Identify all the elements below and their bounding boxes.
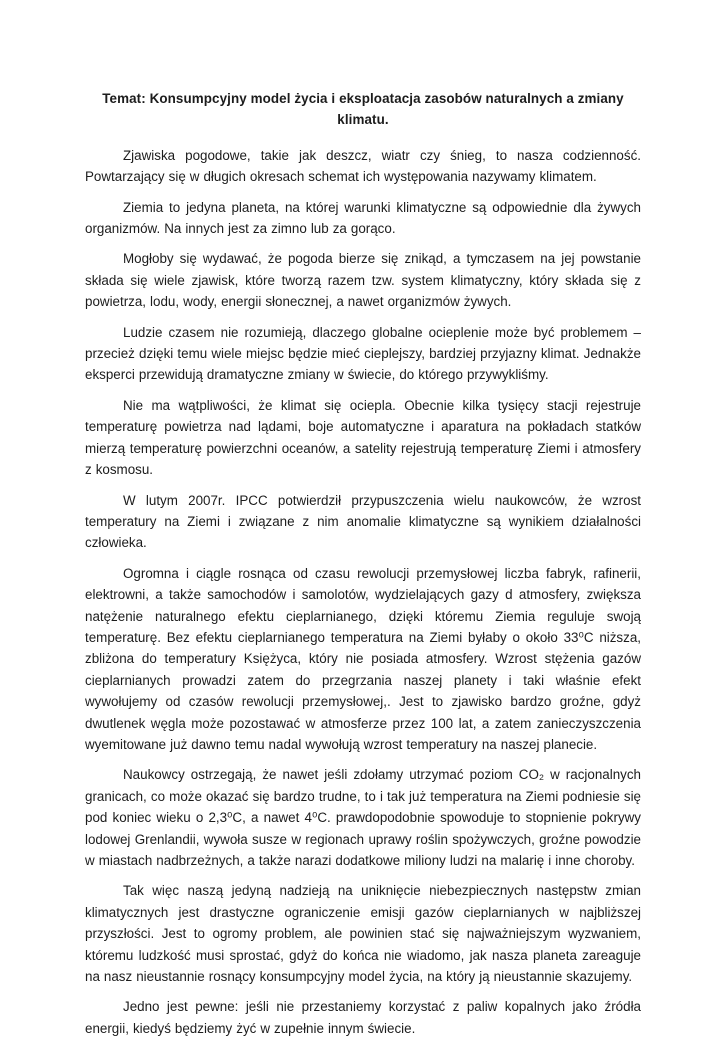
- paragraph: W lutym 2007r. IPCC potwierdził przypuszczenia wielu naukowców, że wzrost temperatury na Ziemi i związane z nim anomalie klimatyczne są wynikiem działalności człowieka.: [85, 492, 641, 551]
- paragraph: Nie ma wątpliwości, że klimat się ociepla. Obecnie kilka tysięcy stacji rejestruje temperaturę powietrza nad lądami, boje automatyczne i aparatura na pokładach statków mierzą temperaturę powierzchni oceanów, a satelity rejestrują temperaturę Ziemi i atmosfery z kosmosu.: [85, 397, 641, 478]
- paragraph: Tak więc naszą jedyną nadzieją na uniknięcie niebezpiecznych następstw zmian klimatycznych jest drastyczne ograniczenie emisji gazów cieplarnianych w najbliższej przyszłości. Jest to ogromy problem, ale powinien stać się najważniejszym wyzwaniem, któremu ludzkość musi sprostać, gdyż do końca nie wiadomo, jak nasza planeta zareaguje na nasz nieustannie rosnący konsumpcyjny model życia, na który ją nieustannie skazujemy.: [85, 883, 641, 985]
- document-body: [85, 145, 641, 1039]
- document-title: Temat: Konsumpcyjny model życia i eksploatacja zasobów naturalnych a zmiany klimatu.: [102, 91, 624, 128]
- paragraph: Ludzie czasem nie rozumieją, dlaczego globalne ocieplenie może być problemem – przecież dzięki temu wiele miejsc będzie mieć cieplejszy, bardziej przyjazny klimat. Jednakże eksperci przewidują dramatyczne zmiany w świecie, do którego przywykliśmy.: [85, 324, 641, 383]
- paragraph: Naukowcy ostrzegają, że nawet jeśli zdołamy utrzymać poziom CO₂ w racjonalnych granicach, co może okazać się bardzo trudne, to i tak już temperatura na Ziemi podniesie się pod koniec wieku o 2,3⁰C, a nawet 4⁰C. prawdopodobnie spowoduje to stopnienie pokrywy lodowej Grenlandii, wywoła susze w regionach uprawy roślin spożywczych, groźne powodzie w miastach nadbrzeżnych, a także narazi dodatkowe miliony ludzi na malarię i inne choroby.: [85, 767, 641, 868]
- paragraph: Jedno jest pewne: jeśli nie przestaniemy korzystać z paliw kopalnych jako źródła energii, kiedyś będziemy żyć w zupełnie innym świecie.: [85, 999, 641, 1036]
- paragraph: Mogłoby się wydawać, że pogoda bierze się znikąd, a tymczasem na jej powstanie składa się wiele zjawisk, które tworzą razem tzw. system klimatyczny, który składa się z powietrza, lodu, wody, energii słonecznej, a nawet organizmów żywych.: [85, 251, 641, 310]
- paragraph: Ziemia to jedyna planeta, na której warunki klimatyczne są odpowiednie dla żywych organizmów. Na innych jest za zimno lub za gorąco.: [85, 199, 641, 237]
- paragraph: Zjawiska pogodowe, takie jak deszcz, wiatr czy śnieg, to nasza codzienność. Powtarzający się w długich okresach schemat ich występowania nazywamy klimatem.: [85, 147, 641, 185]
- paragraph: Ogromna i ciągle rosnąca od czasu rewolucji przemysłowej liczba fabryk, rafinerii, elektrowni, a także samochodów i samolotów, wydzielających gazy d atmosfery, zwiększa natężenie naturalnego efektu cieplarnianego, dzięki któremu Ziemia reguluje swoją temperaturę. Bez efektu cieplarnianego temperatura na Ziemi byłaby o około 33⁰C niższa, zbliżona do temperatury Księżyca, który nie posiada atmosfery. Wzrost stężenia gazów cieplarnianych prowadzi zatem do przegrzania naszej planety i taki właśnie efekt wywołujemy od czasów rewolucji przemysłowej,. Jest to zjawisko bardzo groźne, gdyż dwutlenek węgla może pozostawać w atmosferze przez 100 lat, a zatem zanieczyszczenia wyemitowane już dawno temu nadal wywołują wzrost temperatury na naszej planecie.: [85, 565, 641, 752]
